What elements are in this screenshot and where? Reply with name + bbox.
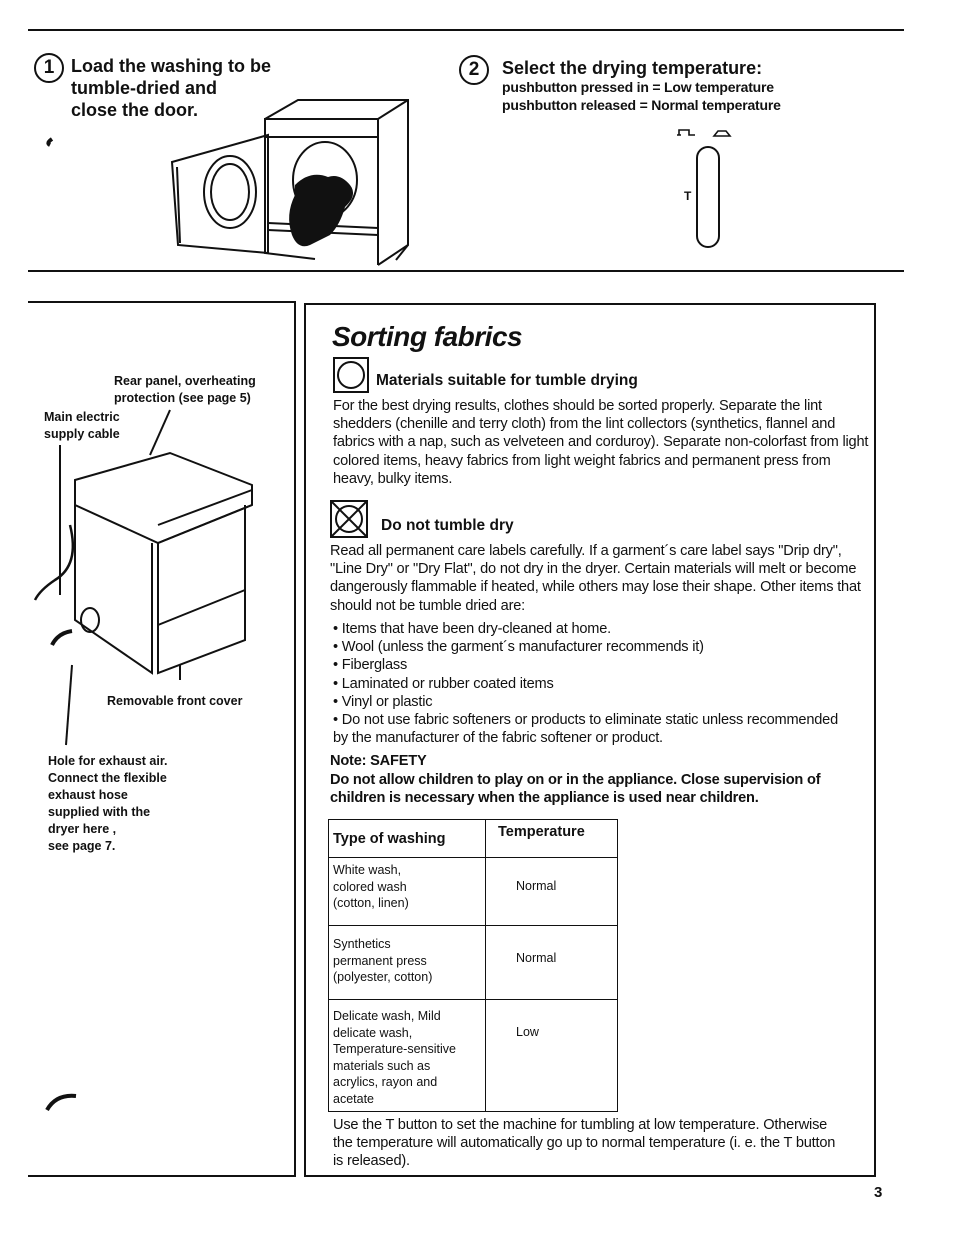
table-header-type: Type of washing — [329, 820, 486, 858]
t-button-label: T — [684, 189, 692, 203]
note-text: Do not allow children to play on or in the appliance. Close supervision of children is necessary when the appliance is used near children. — [330, 772, 821, 807]
no-dry-items-list — [333, 620, 853, 747]
dryer-loading-illustration — [40, 95, 420, 270]
list-item: • Wool (unless the garment´s manufacturer recommends it) — [333, 638, 853, 656]
t-button-illustration — [675, 125, 745, 250]
rear-panel-callout: Rear panel, overheating protection (see page 5) — [114, 374, 256, 405]
left-panel-bottom-rule — [28, 1175, 296, 1177]
table-row — [329, 1000, 618, 1112]
no-dry-heading: Do not tumble dry — [381, 517, 514, 534]
left-panel-top-rule — [28, 301, 296, 303]
tumble-dry-symbol-icon — [333, 357, 369, 393]
list-item: • Vinyl or plastic — [333, 693, 853, 711]
do-not-tumble-dry-icon — [330, 500, 368, 538]
table-row — [329, 926, 618, 1000]
left-panel-right-rule — [294, 301, 296, 1177]
pressed-symbol-icon — [677, 130, 695, 135]
page-number: 3 — [874, 1184, 883, 1201]
step-2-pressed-line: pushbutton pressed in = Low temperature — [502, 79, 774, 95]
t-pushbutton — [697, 147, 719, 247]
suitable-text: For the best drying results, clothes should be sorted properly. Separate the lint shedders (chenille and terry cloth) from the lint collectors (synthetics, flannel and fabrics with a nap, such as velveteen and corduroy). Separate non-colorfast from light colored items, heavy fabrics from light weight fabrics and permanent press from heavy, bulky items. — [333, 398, 869, 487]
top-rule — [28, 29, 904, 31]
step-2-title: Select the drying temperature: — [502, 58, 763, 78]
footer-text: Use the T button to set the machine for tumbling at low temperature. Otherwise the temperature will automatically go up to normal temperature (i. e. the T button is released). — [333, 1117, 836, 1170]
step-1-number: 1 — [34, 53, 64, 83]
table-cell-type: Delicate wash, Mild delicate wash, Temperature-sensitive materials such as acrylics, rayon and acetate — [329, 1000, 486, 1112]
table-cell-temperature: Low — [486, 1000, 618, 1112]
no-dry-text: Read all permanent care labels carefully. If a garment´s care label says "Drip dry", "Line Dry" or "Dry Flat", do not dry in the dryer. Certain materials will melt or become dangerously flammable if heated, while others may lose their shape. Other items that should not be tumble dried are: — [330, 543, 861, 614]
exhaust-hole — [81, 608, 99, 632]
front-cover-callout: Removable front cover — [107, 694, 243, 708]
step-2-number: 2 — [459, 55, 489, 85]
suitable-heading: Materials suitable for tumble drying — [376, 372, 638, 389]
table-cell-type: Synthetics permanent press (polyester, cotton) — [329, 926, 486, 1000]
table-cell-type: White wash, colored wash (cotton, linen) — [329, 858, 486, 926]
laundry-shape — [289, 175, 353, 246]
note-heading: Note: SAFETY — [330, 753, 427, 769]
list-item: • Do not use fabric softeners or products to eliminate static unless recommended by the manufacturer of the fabric softener or product. — [333, 711, 853, 747]
washing-temperature-table — [328, 819, 618, 1112]
step-2-released-line: pushbutton released = Normal temperature — [502, 97, 781, 113]
list-item: • Items that have been dry-cleaned at home. — [333, 620, 853, 638]
released-symbol-icon — [714, 131, 730, 136]
table-cell-temperature: Normal — [486, 858, 618, 926]
sorting-fabrics-title: Sorting fabrics — [332, 321, 523, 352]
section-divider-rule — [28, 270, 904, 272]
main-cable-callout: Main electric supply cable — [44, 410, 120, 441]
corner-mark — [44, 1088, 84, 1118]
list-item: • Fiberglass — [333, 656, 853, 674]
table-cell-temperature: Normal — [486, 926, 618, 1000]
step-1-title: Load the washing to be tumble-dried and close the door. — [71, 56, 272, 120]
table-header-temperature: Temperature — [486, 820, 618, 858]
list-item: • Laminated or rubber coated items — [333, 675, 853, 693]
table-row — [329, 858, 618, 926]
exhaust-hole-callout: Hole for exhaust air. Connect the flexible exhaust hose supplied with the dryer here , see page 7. — [48, 754, 168, 853]
